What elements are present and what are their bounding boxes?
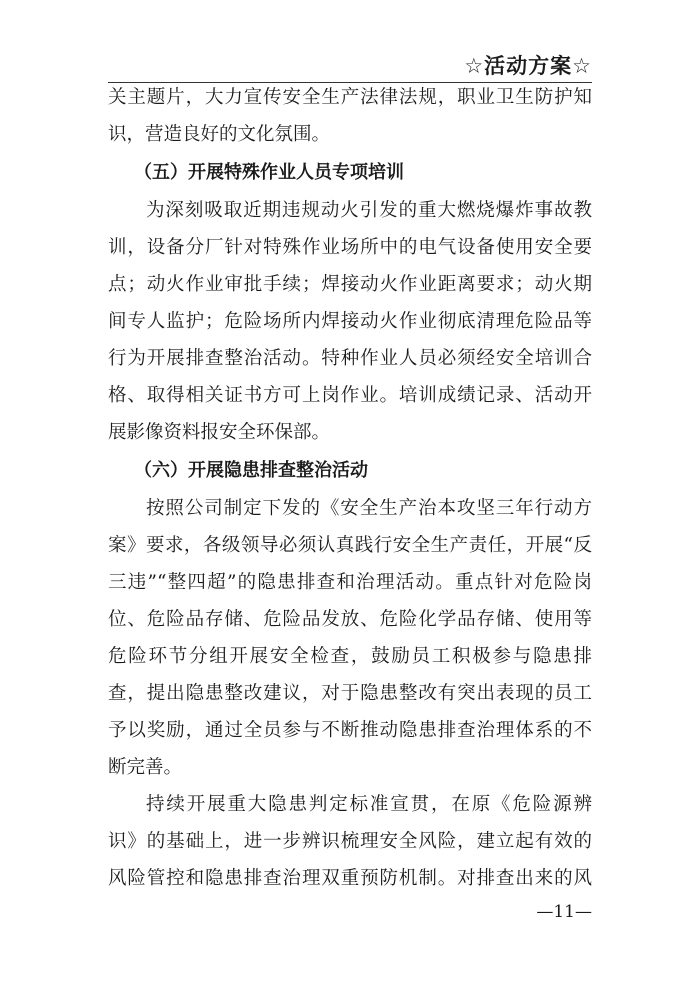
section-heading-6: （六）开展隐患排查整治活动 (134, 460, 368, 481)
paragraph-line: 按照公司制定下发的《安全生产治本攻坚三年行动方 (146, 498, 592, 519)
section-heading-5: （五）开展特殊作业人员专项培训 (134, 162, 404, 183)
paragraph-line: 训，设备分厂针对特殊作业场所中的电气设备使用安全要 (108, 237, 592, 258)
paragraph-line: 断完善。 (108, 757, 183, 778)
paragraph-line: 识》的基础上，进一步辨识梳理安全风险，建立起有效的 (108, 831, 592, 852)
paragraph-line: 格、取得相关证书方可上岗作业。培训成绩记录、活动开 (108, 385, 592, 406)
paragraph-line: 点；动火作业审批手续；焊接动火作业距离要求；动火期 (108, 274, 592, 295)
paragraph-line: 查，提出隐患整改建议，对于隐患整改有突出表现的员工 (108, 683, 592, 704)
paragraph-line: 为深刻吸取近期违规动火引发的重大燃烧爆炸事故教 (146, 200, 592, 221)
paragraph-line: 展影像资料报安全环保部。 (108, 422, 331, 443)
paragraph-line: 识，营造良好的文化氛围。 (108, 124, 331, 145)
paragraph-line: 危险环节分组开展安全检查，鼓励员工积极参与隐患排 (108, 646, 592, 667)
paragraph-line: 位、危险品存储、危险品发放、危险化学品存储、使用等 (108, 609, 592, 630)
paragraph-line: 行为开展排查整治活动。特种作业人员必须经安全培训合 (108, 348, 592, 369)
page-number: —11— (536, 902, 592, 922)
paragraph-line: 案》要求，各级领导必须认真践行安全生产责任，开展“反 (108, 535, 592, 556)
paragraph-line: 三违”“整四超”的隐患排查和治理活动。重点针对危险岗 (108, 572, 592, 593)
paragraph-line: 关主题片，大力宣传安全生产法律法规，职业卫生防护知 (108, 87, 592, 108)
paragraph-line: 持续开展重大隐患判定标准宣贯，在原《危险源辨 (146, 794, 592, 815)
document-body (108, 79, 592, 897)
page-header-title: ☆活动方案☆ (464, 54, 592, 78)
paragraph-line: 予以奖励，通过全员参与不断推动隐患排查治理体系的不 (108, 720, 592, 741)
paragraph-line: 间专人监护；危险场所内焊接动火作业彻底清理危险品等 (108, 311, 592, 332)
paragraph-line: 风险管控和隐患排查治理双重预防机制。对排查出来的风 (108, 868, 592, 889)
